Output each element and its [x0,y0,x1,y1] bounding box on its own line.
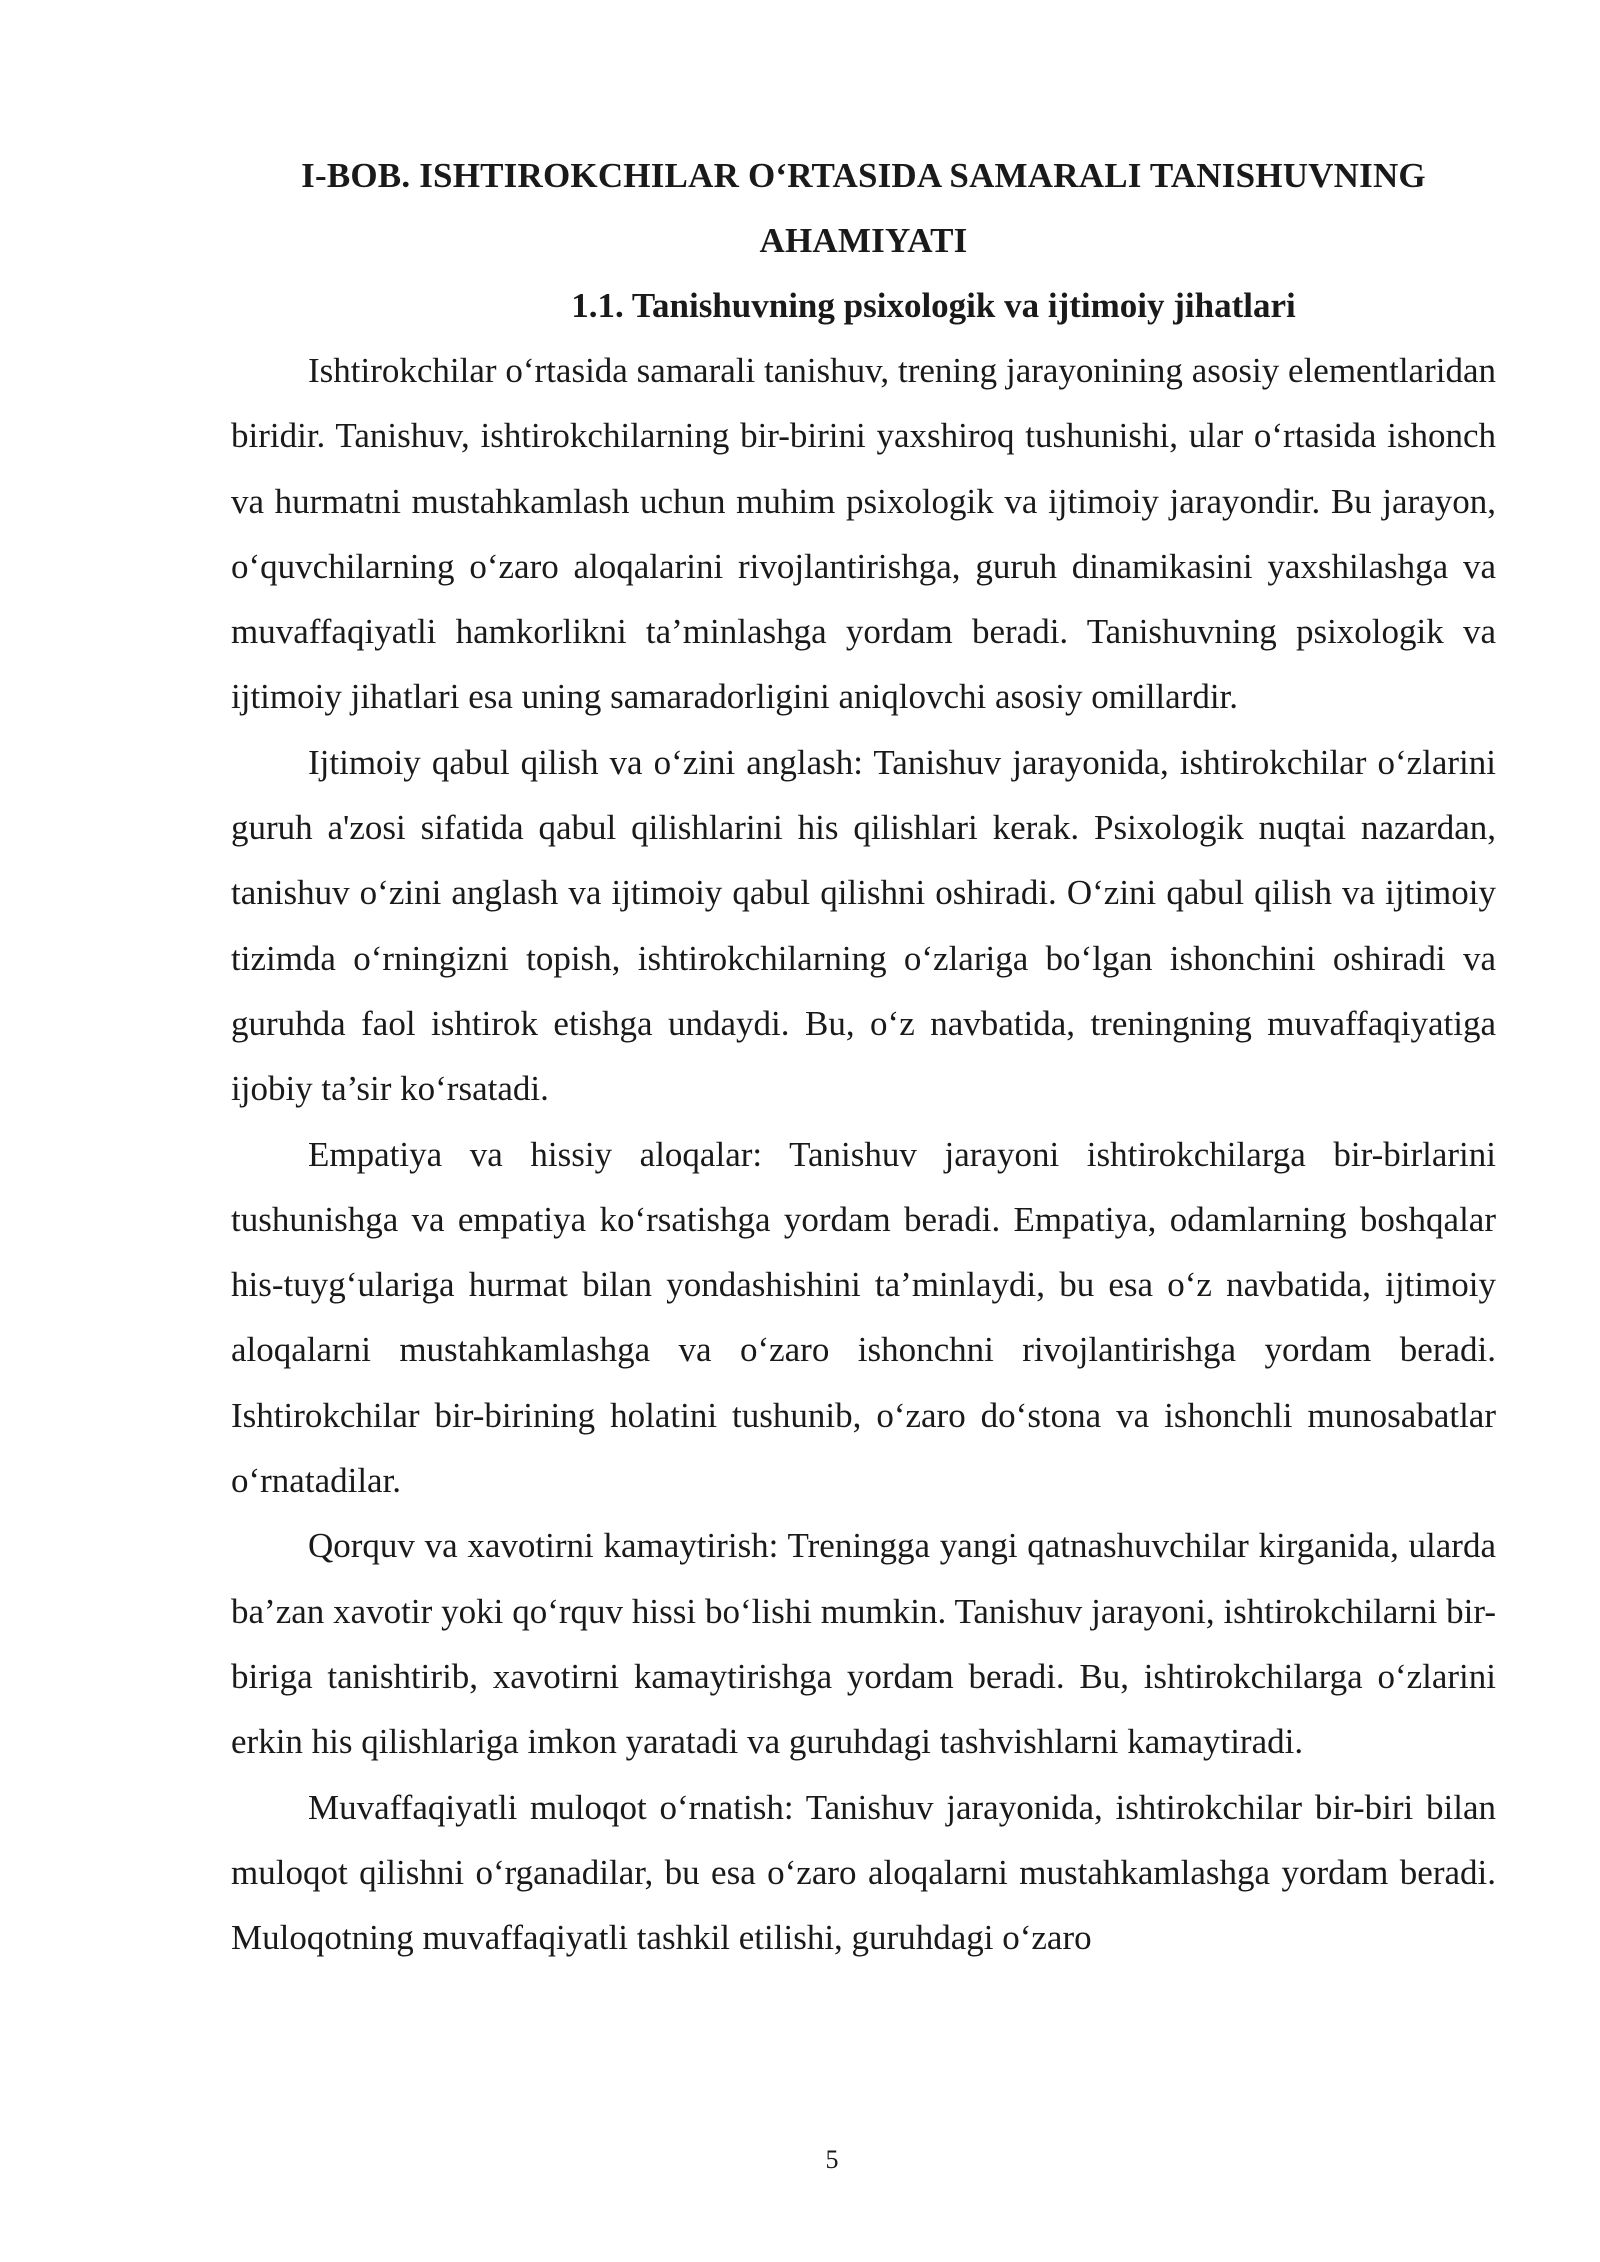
page-content [231,143,1496,1970]
paragraph-communication: Muvaffaqiyatli muloqot o‘rnatish: Tanishuv jarayonida, ishtirokchilar bir-biri bilan muloqot qilishni o‘rganadilar, bu esa o‘zaro aloqalarni mustahkamlashga yordam beradi. Muloqotning muvaffaqiyatli tashkil etilishi, guruhdagi o‘zaro [231,1787,1496,1958]
page-number: 5 [825,2145,839,2174]
paragraph-anxiety: Qorquv va xavotirni kamaytirish: Treningga yangi qatnashuvchilar kirganida, ularda ba’zan xavotir yoki qo‘rquv hissi bo‘lishi mumkin. Tanishuv jarayoni, ishtirokchilarni bir-biriga tanishtirib, xavotirni kamaytirishga yordam beradi. Bu, ishtirokchilarga o‘zlarini erkin his qilishlariga imkon yaratadi va guruhdagi tashvishlarni kamaytiradi. [231,1526,1496,1762]
paragraph-empathy: Empatiya va hissiy aloqalar: Tanishuv jarayoni ishtirokchilarga bir-birlarini tushunishga va empatiya ko‘rsatishga yordam beradi. Empatiya, odamlarning boshqalar his-tuyg‘ulariga hurmat bilan yondashishini ta’minlaydi, bu esa o‘z navbatida, ijtimoiy aloqalarni mustahkamlashga va o‘zaro ishonchni rivojlantirishga yordam beradi. Ishtirokchilar bir-birining holatini tushunib, o‘zaro do‘stona va ishonchli munosabatlar o‘rnatadilar. [231,1134,1496,1501]
paragraph-intro: Ishtirokchilar o‘rtasida samarali tanishuv, trening jarayonining asosiy elementlaridan biridir. Tanishuv, ishtirokchilarning bir-birini yaxshiroq tushunishi, ular o‘rtasida ishonch va hurmatni mustahkamlash uchun muhim psixologik va ijtimoiy jarayondir. Bu jarayon, o‘quvchilarning o‘zaro aloqalarini rivojlantirishga, guruh dinamikasini yaxshilashga va muvaffaqiyatli hamkorlikni ta’minlashga yordam beradi. Tanishuvning psixologik va ijtimoiy jihatlari esa uning samaradorligini aniqlovchi asosiy omillardir. [231,351,1496,717]
paragraph-social-acceptance: Ijtimoiy qabul qilish va o‘zini anglash: Tanishuv jarayonida, ishtirokchilar o‘zlarini guruh a'zosi sifatida qabul qilishlarini his qilishlari kerak. Psixologik nuqtai nazardan, tanishuv o‘zini anglash va ijtimoiy qabul qilishni oshiradi. O‘zini qabul qilish va ijtimoiy tizimda o‘rningizni topish, ishtirokchilarning o‘zlariga bo‘lgan ishonchini oshiradi va guruhda faol ishtirok etishga undaydi. Bu, o‘z navbatida, treningning muvaffaqiyatiga ijobiy ta’sir ko‘rsatadi. [231,742,1496,1109]
section-title: 1.1. Tanishuvning psixologik va ijtimoiy jihatlari [571,286,1296,325]
chapter-title: I-BOB. ISHTIROKCHILAR O‘RTASIDA SAMARALI TANISHUVNING AHAMIYATI [301,156,1426,260]
